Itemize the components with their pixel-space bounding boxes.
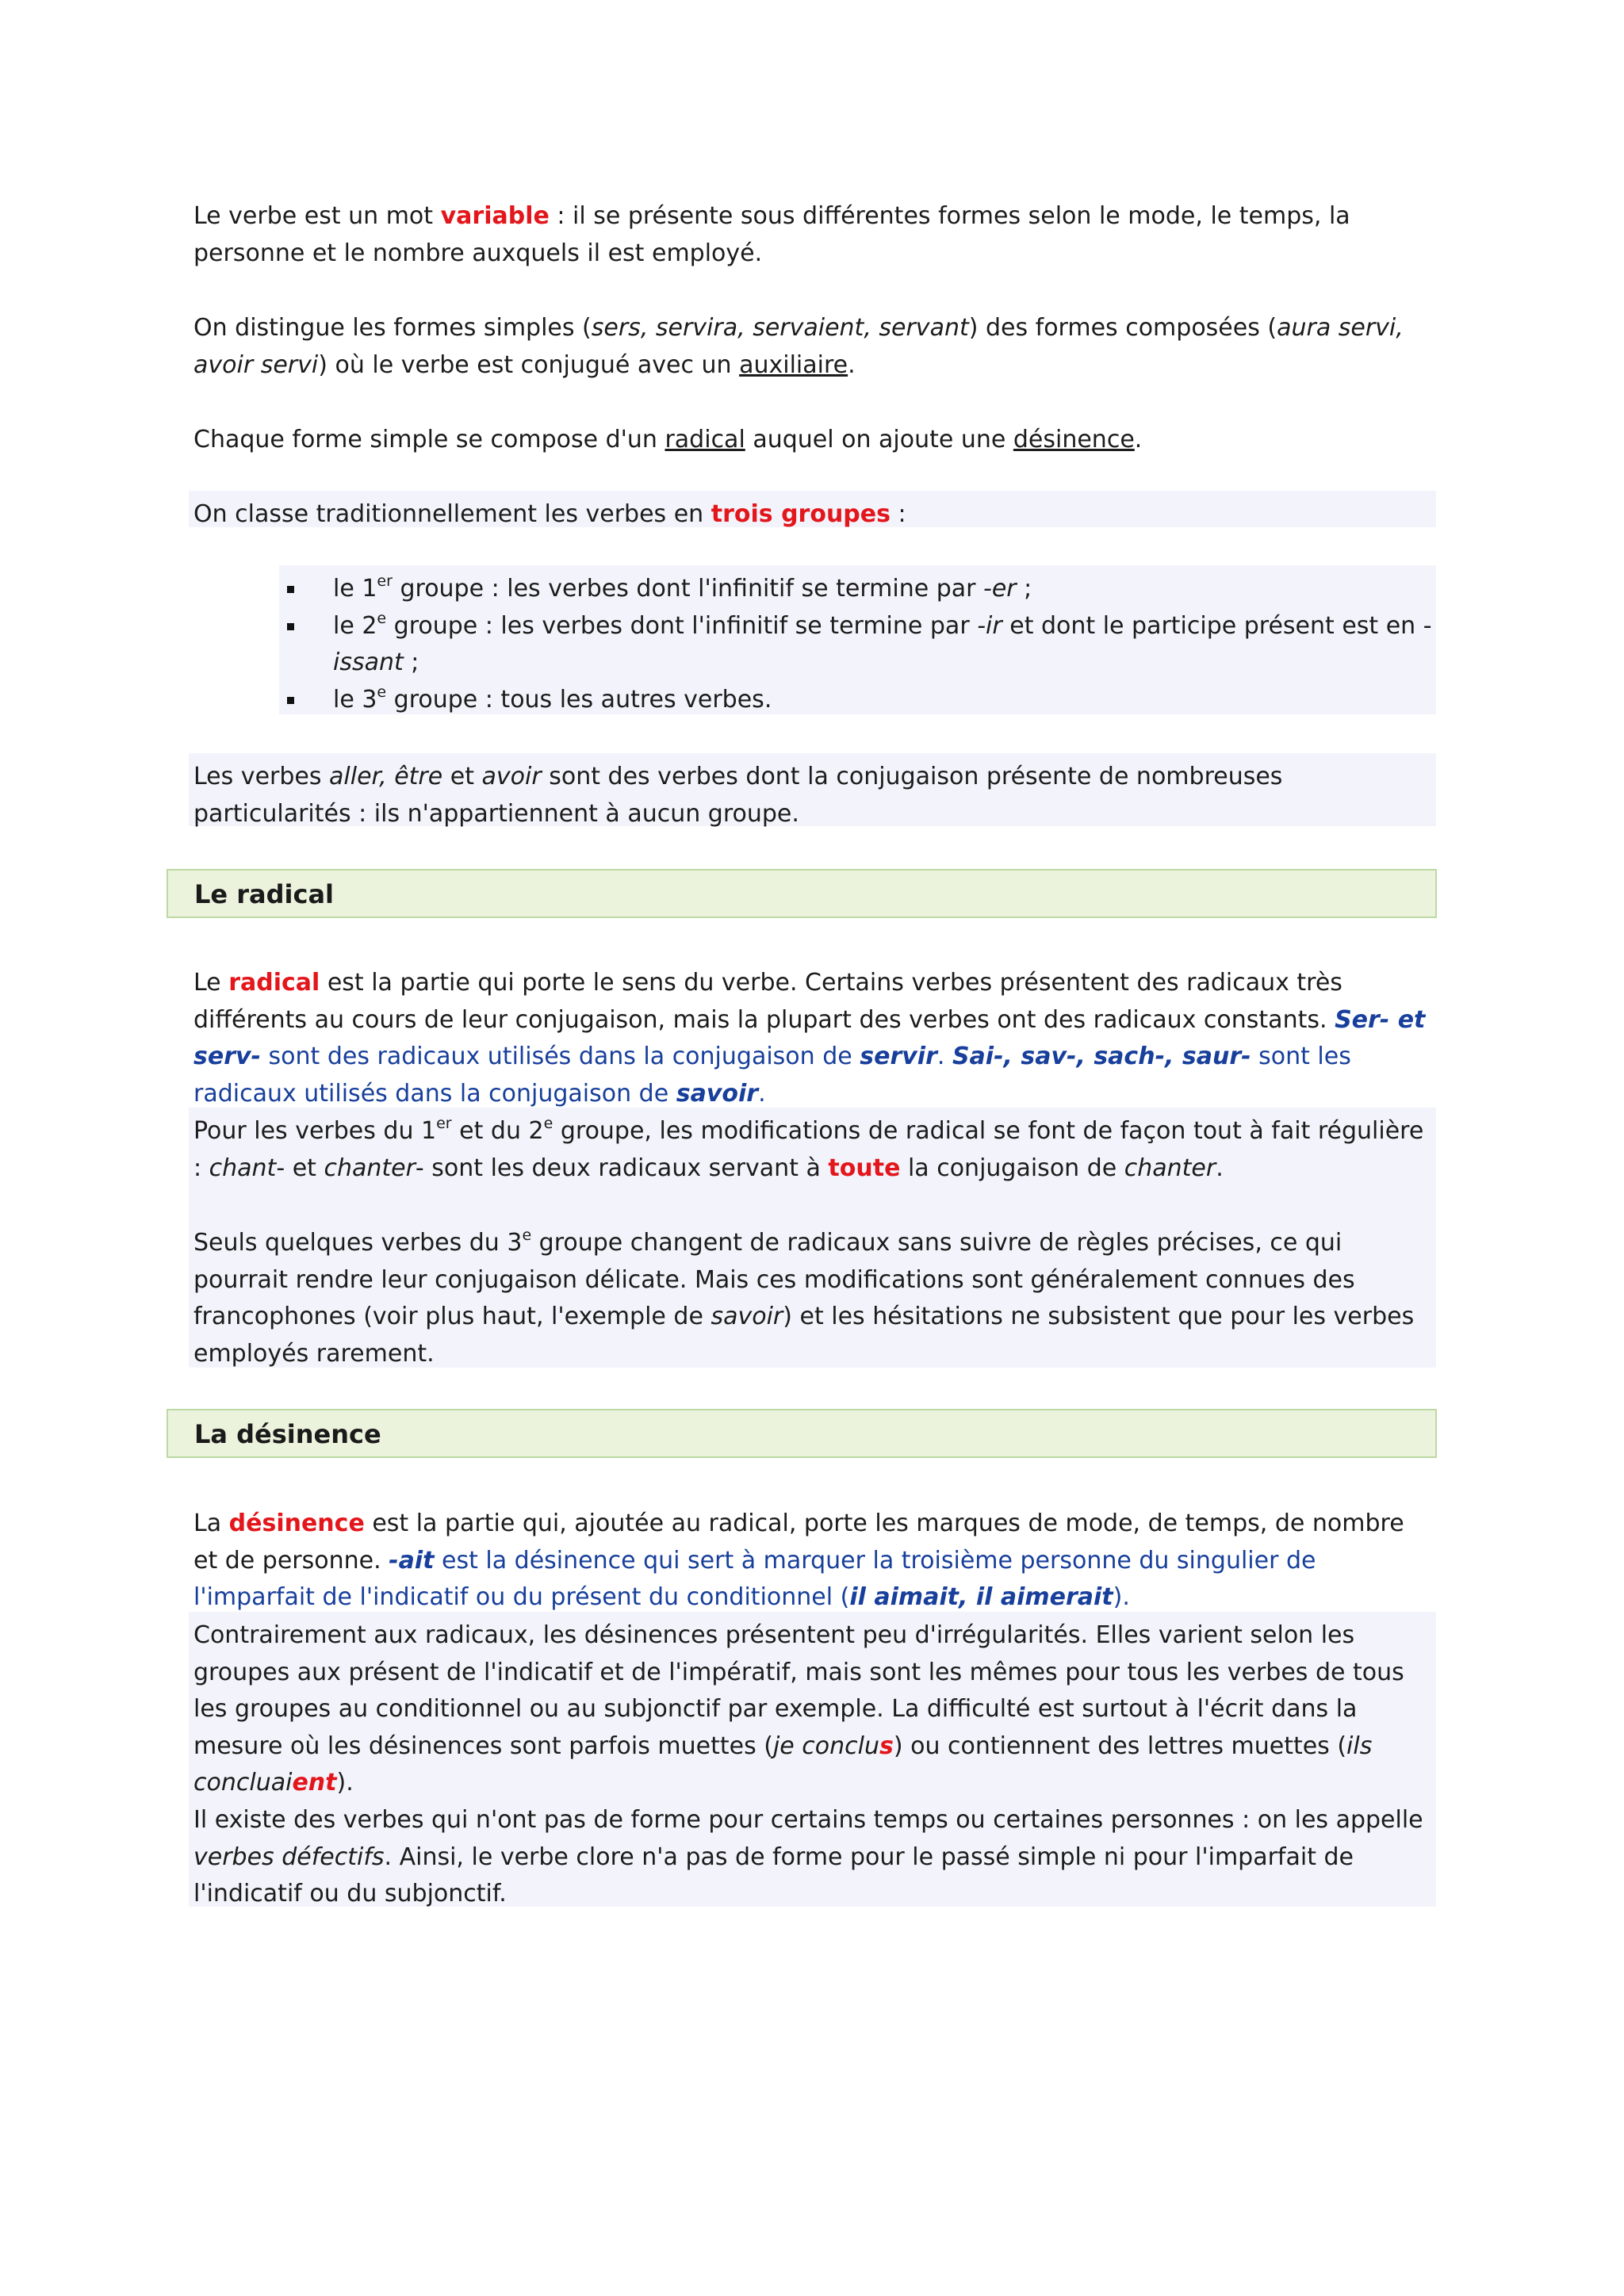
groups-list: [279, 571, 1433, 718]
text-run: .: [1216, 1154, 1224, 1182]
superscript: e: [377, 683, 387, 701]
emphasis-variable: variable: [440, 202, 550, 230]
emphasis-radical: radical: [228, 969, 320, 997]
section-header-radical: [167, 869, 1437, 918]
superscript: e: [377, 609, 387, 627]
text-run: et du 2: [451, 1117, 544, 1145]
text-run: est la partie qui porte le sens du verbe. Certains verbes présentent des radicaux très différents au cours de leur conjugaison, mais la plupart des verbes ont des radicaux constants.: [193, 969, 1342, 1034]
link-desinence[interactable]: désinence: [1013, 426, 1135, 453]
text-run: ) et les hésitations ne subsistent que pour les verbes employés rarement.: [193, 1303, 1415, 1368]
intro-paragraph-radical-desinence: [193, 422, 1431, 459]
superscript: e: [522, 1226, 532, 1244]
intro-paragraph-formes: [193, 310, 1431, 384]
radical-paragraph-troisieme-groupe: [193, 1225, 1431, 1372]
desinence-paragraph-defectifs: [193, 1802, 1431, 1913]
text-run: le 1: [333, 575, 377, 603]
superscript: er: [436, 1115, 452, 1132]
ending-issant: issant: [333, 649, 404, 676]
text-run: On classe traditionnellement les verbes en: [193, 500, 711, 528]
section-header-desinence: [167, 1409, 1437, 1458]
text-run: .: [848, 350, 856, 379]
list-item: [279, 682, 1433, 719]
section-title: La désinence: [194, 1419, 381, 1449]
list-item: [279, 571, 1433, 608]
example-chant: chant: [209, 1154, 277, 1182]
text-run: :: [890, 500, 906, 528]
example-aller-etre: aller, être: [329, 763, 443, 790]
term-verbes-defectifs: verbes défectifs: [193, 1843, 385, 1871]
text-run: ).: [336, 1769, 354, 1797]
text-run: sont des verbes dont la conjugaison présente de nombreuses particularités : ils n'appartiennent à aucun groupe.: [193, 763, 1283, 828]
text-run: et dont le participe présent est en -: [1002, 611, 1432, 640]
text-run: groupe : les verbes dont l'infinitif se termine par: [386, 611, 978, 640]
radical-paragraph-definition: [193, 965, 1431, 1112]
example-servir: servir: [860, 1043, 937, 1070]
example-il-aimait: il aimait, il aimerait: [849, 1583, 1113, 1611]
text-run: groupe : les verbes dont l'infinitif se termine par: [392, 575, 984, 603]
text-run: est la partie qui, ajoutée au radical, porte les marques de mode, de temps, de nombre et de personne.: [193, 1510, 1404, 1575]
example-formes-composees: aura servi, avoir servi: [193, 314, 1404, 379]
text-run: Seuls quelques verbes du 3: [193, 1229, 523, 1257]
text-run: groupe changent de radicaux sans suivre de règles précises, ce qui pourrait rendre leur conjugaison délicate. Mais ces modifications sont généralement connues des francophones (voir plus haut, l'exemple de: [193, 1229, 1355, 1330]
text-run: ;: [1016, 575, 1032, 603]
example-text: sont les radicaux utilisés dans la conjugaison de: [193, 1043, 1351, 1108]
emphasis-toute: toute: [828, 1154, 901, 1182]
example-chanter: chanter: [324, 1154, 416, 1182]
desinence-paragraph-definition: [193, 1506, 1431, 1617]
ending-ir: -ir: [977, 611, 1002, 640]
text-run: la conjugaison de: [900, 1154, 1124, 1182]
example-savoir: savoir: [710, 1303, 783, 1330]
text-run: Il existe des verbes qui n'ont pas de forme pour certains temps ou certaines personnes : on les appelle: [193, 1806, 1423, 1834]
text-run: groupe : tous les autres verbes.: [386, 685, 772, 714]
text-run: .: [1134, 426, 1143, 453]
text-run: et: [442, 763, 482, 790]
text-run: - et: [276, 1154, 324, 1182]
example-chanter: chanter: [1124, 1154, 1216, 1182]
intro-paragraph-variable: [193, 198, 1431, 272]
emphasis-trois-groupes: trois groupes: [710, 500, 891, 528]
text-run: La: [193, 1510, 229, 1537]
text-run: : il se présente sous différentes formes selon le mode, le temps, la personne et le nombre auxquels il est employé.: [193, 202, 1350, 267]
example-ser-serv: Ser- et serv-: [193, 1005, 1426, 1070]
example-text: .: [758, 1079, 766, 1108]
example-text: est la désinence qui sert à marquer la troisième personne du singulier de l'imparfait de l'indicatif ou du présent du conditionnel (: [193, 1546, 1316, 1611]
superscript: e: [543, 1115, 553, 1132]
desinence-paragraph-irregularites: [193, 1617, 1431, 1802]
text-run: le 2: [333, 611, 377, 640]
link-radical[interactable]: radical: [665, 426, 745, 453]
text-run: On distingue les formes simples (: [193, 314, 592, 342]
link-auxiliaire[interactable]: auxiliaire: [739, 350, 848, 379]
emphasis-desinence: désinence: [228, 1510, 365, 1537]
ending-ent: ent: [292, 1769, 337, 1797]
example-je-conclu: je conclu: [772, 1732, 879, 1760]
example-text: ).: [1113, 1583, 1130, 1611]
example-text: .: [936, 1043, 952, 1070]
text-run: . Ainsi, le verbe clore n'a pas de forme pour le passé simple ni pour l'imparfait de l'indicatif ou du subjonctif.: [193, 1843, 1354, 1908]
list-item: [279, 608, 1433, 682]
ending-er: -er: [983, 575, 1017, 603]
text-run: ) où le verbe est conjugué avec un: [318, 350, 740, 379]
text-run: ) des formes composées (: [968, 314, 1277, 342]
example-text: sont des radicaux utilisés dans la conjugaison de: [261, 1043, 860, 1070]
ending-s: s: [879, 1732, 894, 1760]
text-run: auquel on ajoute une: [745, 426, 1013, 453]
text-run: Chaque forme simple se compose d'un: [193, 426, 665, 453]
intro-paragraph-particularites: [193, 759, 1431, 832]
text-run: Pour les verbes du 1: [193, 1117, 437, 1145]
text-run: - sont les deux radicaux servant à: [415, 1154, 829, 1182]
radical-paragraph-reguliere: [193, 1113, 1431, 1187]
example-ils-concluai: ils concluai: [193, 1732, 1373, 1797]
text-run: Le verbe est un mot: [193, 202, 441, 230]
example-ait: -ait: [389, 1546, 435, 1575]
text-run: le 3: [333, 685, 377, 714]
intro-paragraph-groupes: [193, 496, 1431, 534]
example-savoir: savoir: [676, 1079, 759, 1108]
superscript: er: [377, 572, 393, 590]
section-title: Le radical: [194, 879, 335, 909]
example-sai-sav-sach-saur: Sai-, sav-, sach-, saur-: [952, 1043, 1251, 1070]
example-formes-simples: sers, servira, servaient, servant: [591, 314, 969, 342]
text-run: ) ou contiennent des lettres muettes (: [893, 1732, 1347, 1760]
text-run: ;: [403, 649, 419, 676]
text-run: Le: [193, 969, 229, 997]
text-run: groupe, les modifications de radical se font de façon tout à fait régulière :: [193, 1117, 1424, 1182]
text-run: Contrairement aux radicaux, les désinences présentent peu d'irrégularités. Elles varient selon les groupes aux présent de l'indicatif et de l'impératif, mais sont les mêmes pour tous les verbes de tous les groupes au conditionnel ou au subjonctif par exemple. La difficulté est surtout à l'écrit dans la mesure où les désinences sont parfois muettes (: [193, 1621, 1404, 1760]
text-run: Les verbes: [193, 763, 330, 790]
example-avoir: avoir: [481, 763, 542, 790]
